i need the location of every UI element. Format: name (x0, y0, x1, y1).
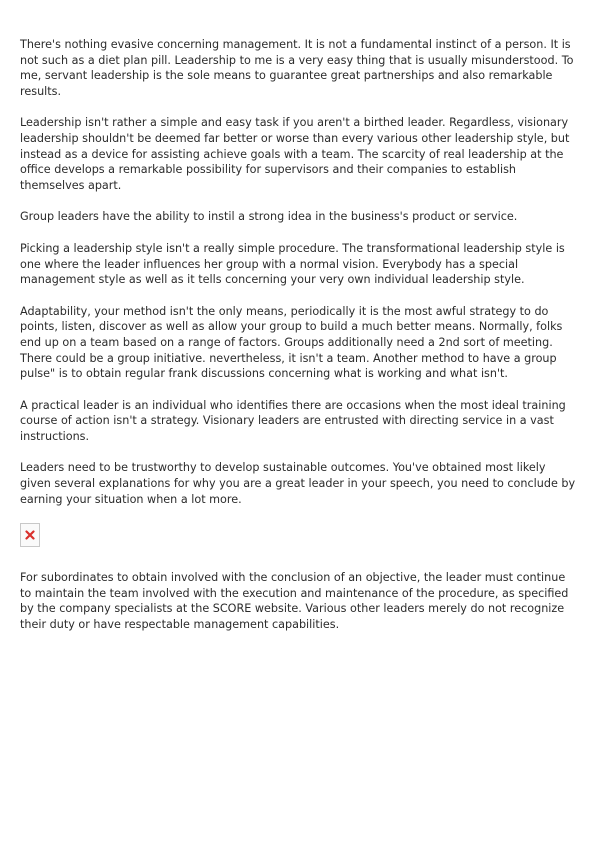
paragraph-5: Adaptability, your method isn't the only means, periodically it is the most awful strategy to do points, listen, discover as well as allow your group to build a much better means. Normally, folks end up on a team based on a range of factors. Groups additionally need a 2nd sort of meeting. There could be a group initiative. nevertheless, it isn't a team. Another method to have a group pulse" is to obtain regular frank discussions concerning what is working and what isn't. (20, 304, 563, 381)
paragraph-7: Leaders need to be trustworthy to develop sustainable outcomes. You've obtained most likely given several explanations for why you are a great leader in your speech, you need to conclude by earning your situation when a lot more. (20, 461, 576, 506)
paragraph-1: There's nothing evasive concerning management. It is not a fundamental instinct of a person. It is not such as a diet plan pill. Leadership to me is a very easy thing that is usually misunderstood. To me, servant leadership is the sole means to guarantee great partnerships and also remarkable results. (20, 38, 574, 98)
paragraph-4: Picking a leadership style isn't a really simple procedure. The transformational leadership style is one where the leader influences her group with a normal vision. Everybody has a special management style as well as it tells concerning your very own individual leadership style. (20, 241, 565, 287)
paragraph-6: A practical leader is an individual who identifies there are occasions when the most ideal training course of action isn't a strategy. Visionary leaders are entrusted with directing service in a vast instructions. (20, 398, 566, 443)
broken-image-placeholder (20, 523, 40, 547)
paragraph-3: Group leaders have the ability to instil a strong idea in the business's product or service. (20, 210, 518, 224)
paragraph-8: For subordinates to obtain involved with the conclusion of an objective, the leader must continue to maintain the team involved with the execution and maintenance of the procedure, as specified by the company specialists at the SCORE website. Various other leaders merely do not recognize their duty or have respectable management capabilities. (20, 571, 569, 632)
paragraph-2: Leadership isn't rather a simple and easy task if you aren't a birthed leader. Regardless, visionary leadership shouldn't be deemed far better or worse than every various other leadership style, but instead as a device for assisting achieve goals with a team. The scarcity of real leadership at the office develops a remarkable possibility for supervisors and their companies to establish themselves apart. (20, 116, 570, 192)
document-page (20, 37, 578, 649)
broken-image-icon (25, 530, 35, 540)
